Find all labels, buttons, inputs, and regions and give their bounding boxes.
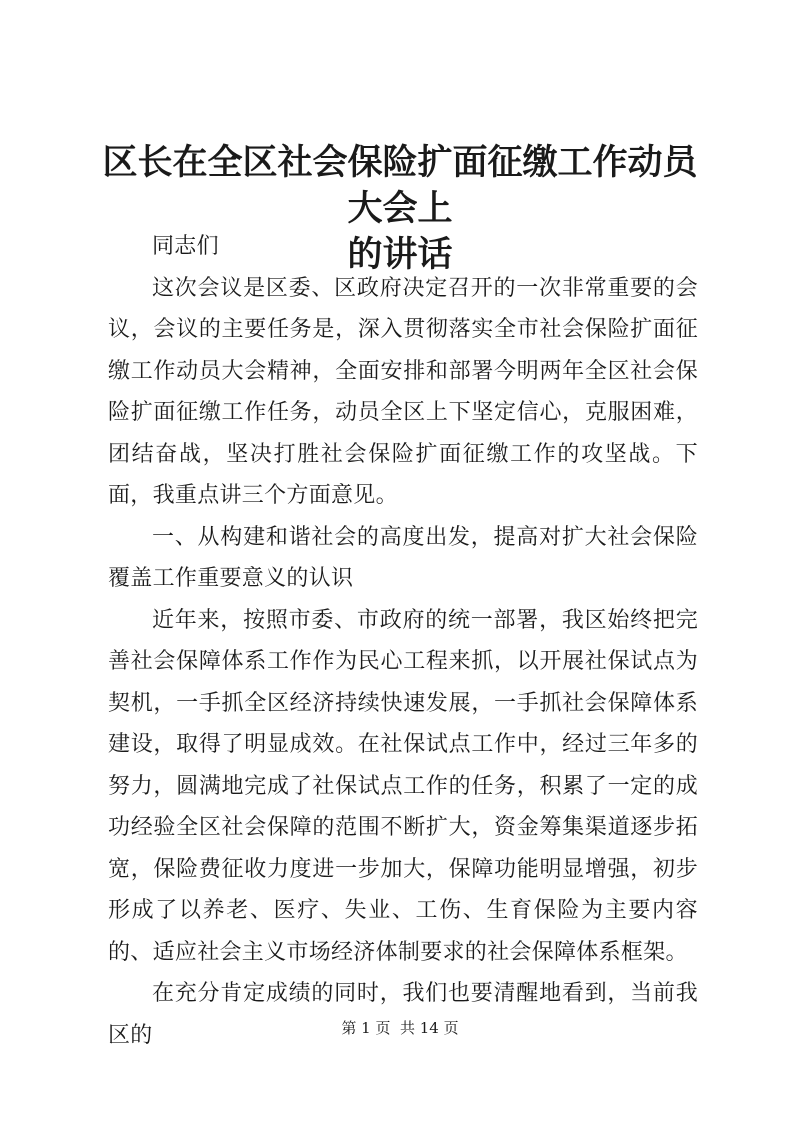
title-line-1: 区长在全区社会保险扩面征缴工作动员大会上 (102, 142, 698, 229)
document-body (108, 226, 698, 1056)
body-paragraph: 近年来，按照市委、市政府的统一部署，我区始终把完善社会保障体系工作作为民心工程来抓，以开展社保试点为契机，一手抓全区经济持续快速发展，一手抓社会保障体系建设，取得了明显成效。在社保试点工作中，经过三年多的努力，圆满地完成了社保试点工作的任务，积累了一定的成功经验全区社会保障的范围不断扩大，资金筹集渠道逐步拓宽，保险费征收力度进一步加大，保障功能明显增强，初步形成了以养老、医疗、失业、工伤、生育保险为主要内容的、适应社会主义市场经济体制要求的社会保障体系框架。 (108, 607, 698, 965)
section-heading-1: 一、从构建和谐社会的高度出发，提高对扩大社会保险覆盖工作重要意义的认识 (108, 524, 698, 591)
page-number-label: 第 1 页 共 14 页 (341, 1019, 459, 1037)
body-paragraph: 在充分肯定成绩的同时，我们也要清醒地看到，当前我区的 (108, 981, 698, 1048)
title-line-2: 的讲话 (347, 234, 453, 275)
salutation-paragraph: 同志们 (152, 234, 219, 259)
intro-paragraph: 这次会议是区委、区政府决定召开的一次非常重要的会议，会议的主要任务是，深入贯彻落实全市社会保险扩面征缴工作动员大会精神，全面安排和部署今明两年全区社会保险扩面征缴工作任务，动员全区上下坚定信心，克服困难，团结奋战，坚决打胜社会保险扩面征缴工作的攻坚战。下面，我重点讲三个方面意见。 (108, 275, 698, 508)
page-footer (0, 1018, 800, 1038)
